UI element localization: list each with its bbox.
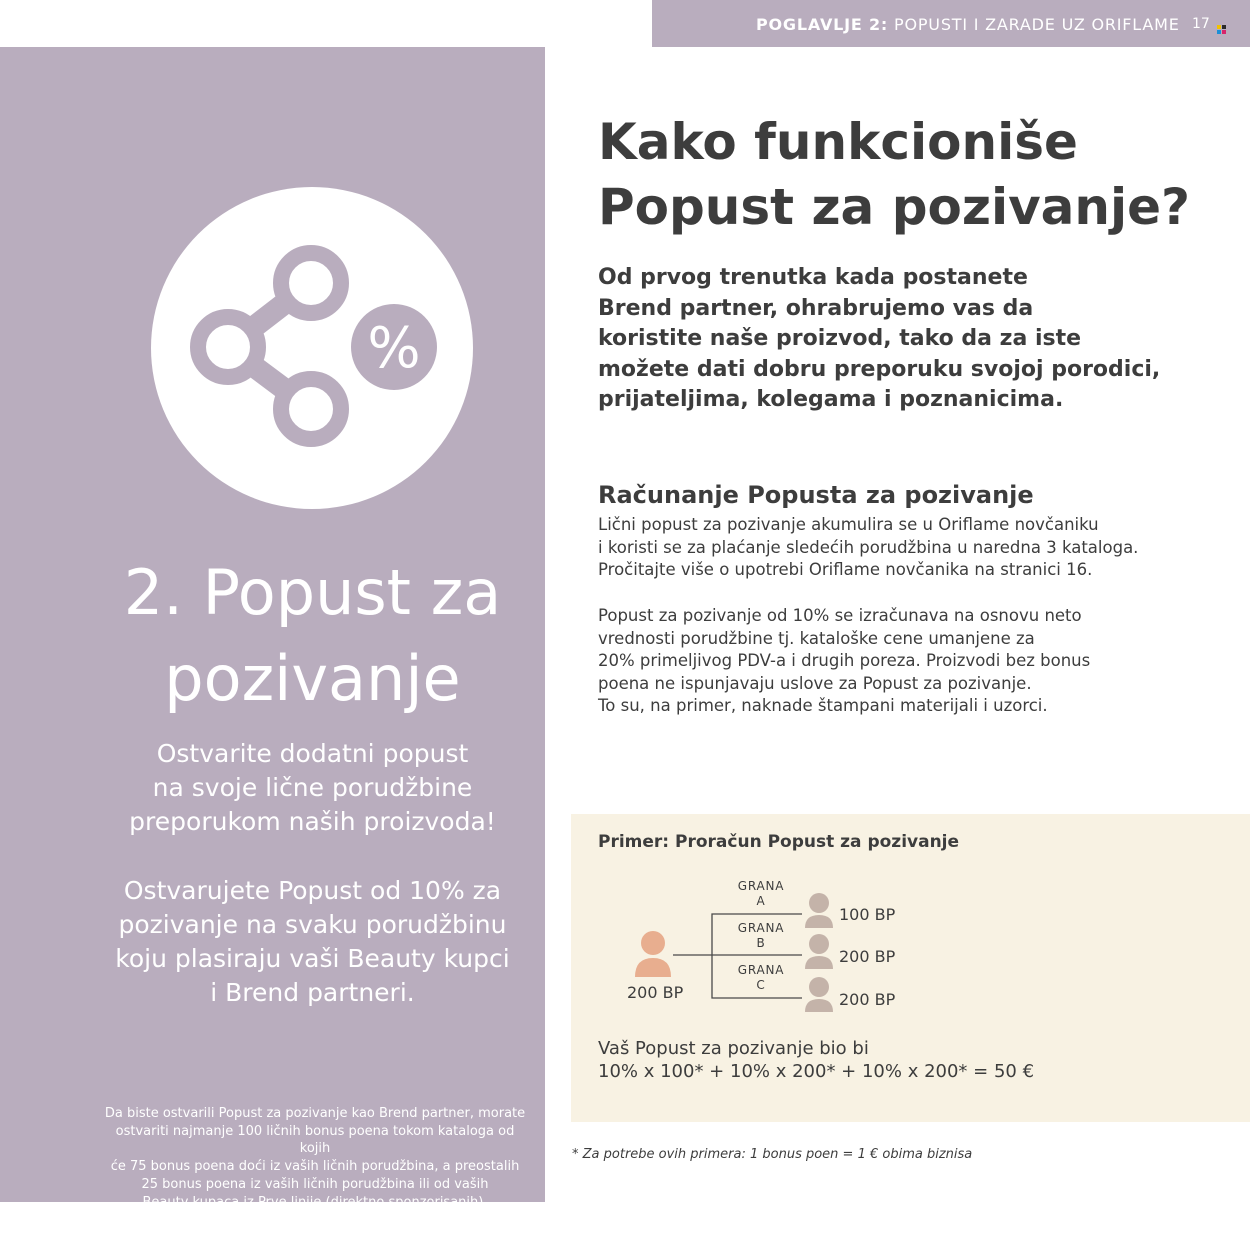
example-box (571, 814, 1250, 1122)
left-panel (0, 47, 545, 1228)
example-title: Primer: Proračun Popust za pozivanje (598, 832, 960, 852)
chapter-heading (756, 15, 1180, 34)
branch-a-label (726, 879, 796, 909)
branch-label-letter: B (756, 936, 766, 950)
calculation-paragraph (598, 605, 1238, 718)
branch-label-letter: C (756, 978, 766, 992)
fine-print-line: 25 bonus poena iz vaših ličnih porudžbina ili od vaših (141, 1176, 489, 1192)
percent-symbol: % (367, 316, 421, 381)
wallet-paragraph (598, 514, 1238, 582)
branch-a-bp: 100 BP (839, 905, 896, 924)
subtitle-line: Ostvarite dodatni popust (156, 739, 469, 768)
node-top (281, 253, 341, 313)
branch-b-person-icon (805, 934, 833, 969)
paragraph-line: To su, na primer, naknade štampani materijali i uzorci. (598, 696, 1048, 716)
section-subtitle (0, 737, 625, 839)
intro-line: koristite naše proizvod, tako da za iste (598, 326, 1082, 351)
paragraph-line: Popust za pozivanje od 10% se izračunava na osnovu neto (598, 606, 1082, 625)
result-line: Vaš Popust za pozivanje bio bi (598, 1038, 869, 1059)
node-bottom (281, 379, 341, 439)
intro-line: Brend partner, ohrabrujemo vas da (598, 295, 1034, 321)
calculation-heading: Računanje Popusta za pozivanje (598, 481, 1034, 509)
share-network-graphic (151, 187, 473, 509)
result-formula: 10% x 100* + 10% x 200* + 10% x 200* = 50 € (598, 1061, 1035, 1082)
intro-line: prijateljima, kolegama i poznanicima. (598, 387, 1064, 412)
discount-description (0, 874, 625, 1010)
section-title-line-1: 2. Popust za (123, 556, 502, 629)
description-line: koju plasiraju vaši Beauty kupci (115, 944, 510, 973)
page-title-line-1: Kako funkcioniše (598, 113, 1078, 171)
branch-b-bp: 200 BP (839, 947, 896, 966)
paragraph-line: Lični popust za pozivanje akumulira se u Oriflame novčaniku (598, 515, 1099, 534)
page-title (598, 110, 1238, 240)
root-person-icon (635, 931, 671, 977)
fine-print (100, 1105, 530, 1229)
fine-print-line: isključujući sponzorisane Brend partnere. (180, 1212, 450, 1228)
node-left (198, 317, 258, 377)
section-title (0, 550, 625, 722)
branch-label-word: GRANA (737, 879, 785, 893)
paragraph-line: i koristi se za plaćanje sledećih porudžbina u naredna 3 kataloga. (598, 537, 1139, 557)
branch-label-word: GRANA (737, 921, 785, 935)
branch-c-person-icon (805, 977, 833, 1012)
branch-label-letter: A (756, 894, 766, 908)
paragraph-line: 20% primeljivog PDV-a i drugih poreza. Proizvodi bez bonus (598, 651, 1091, 671)
chapter-title: POPUSTI I ZARADE UZ ORIFLAME (894, 15, 1180, 34)
branch-a-person-icon (805, 893, 833, 928)
paragraph-line: Pročitajte više o upotrebi Oriflame novčanika na stranici 16. (598, 560, 1093, 580)
fine-print-line: će 75 bonus poena doći iz vaših ličnih porudžbina, a preostalih (110, 1159, 520, 1175)
page-title-line-2: Popust za pozivanje? (598, 178, 1191, 236)
paragraph-line: vrednosti porudžbine tj. kataloške cene umanjene za (598, 628, 1035, 648)
description-line: i Brend partneri. (210, 978, 415, 1007)
paragraph-line: poena ne ispunjavaju uslove za Popust za pozivanje. (598, 673, 1032, 693)
subtitle-line: na svoje lične porudžbine (152, 773, 473, 802)
footnote: * Za potrebe ovih primera: 1 bonus poen = 1 € obima biznisa (572, 1147, 973, 1162)
branch-b-label (726, 921, 796, 951)
intro-line: možete dati dobru preporuku svojoj porodici, (598, 356, 1161, 382)
section-title-line-2: pozivanje (164, 642, 461, 715)
example-result (598, 1037, 1034, 1083)
chapter-label: POGLAVLJE 2: (756, 15, 889, 34)
fine-print-line: Beauty kupaca iz Prve linije (direktno sponzorisanih), (142, 1194, 488, 1210)
intro-line: Od prvog trenutka kada postanete (598, 265, 1028, 290)
branch-label-word: GRANA (737, 963, 785, 977)
root-bp: 200 BP (627, 983, 684, 1002)
branch-c-label (726, 963, 796, 993)
description-line: Ostvarujete Popust od 10% za (123, 876, 502, 905)
description-line: pozivanje na svaku porudžbinu (118, 910, 507, 939)
fine-print-line: Da biste ostvarili Popust za pozivanje kao Brend partner, morate (104, 1106, 526, 1121)
chapter-header (652, 0, 1250, 47)
share-percent-icon (151, 187, 473, 509)
subtitle-line: preporukom naših proizvoda! (129, 807, 496, 836)
intro-paragraph (598, 263, 1238, 416)
print-registration-marks (1217, 25, 1226, 34)
fine-print-line: ostvariti najmanje 100 ličnih bonus poena tokom kataloga od kojih (115, 1123, 515, 1157)
branch-c-bp: 200 BP (839, 990, 896, 1009)
page-number: 17 (1192, 16, 1210, 32)
